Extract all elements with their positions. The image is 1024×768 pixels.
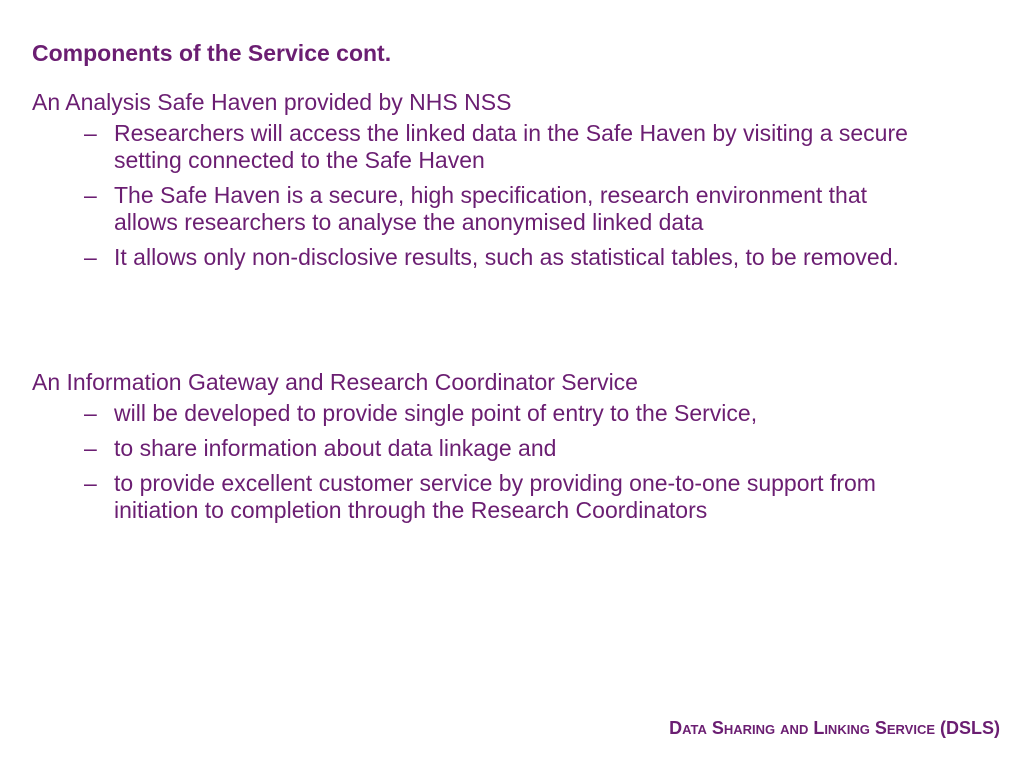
bullet-item <box>32 182 934 236</box>
bullet-dash: – <box>84 435 97 461</box>
bullet-dash: – <box>84 120 97 146</box>
section-heading: An Information Gateway and Research Coordinator Service <box>32 369 638 395</box>
bullet-list <box>32 400 932 524</box>
bullet-dash: – <box>84 244 97 270</box>
bullet-text: will be developed to provide single point of entry to the Service, <box>114 400 758 426</box>
bullet-text: It allows only non-disclosive results, such as statistical tables, to be removed. <box>114 244 899 270</box>
bullet-item <box>32 244 934 271</box>
bullet-text: Researchers will access the linked data in the Safe Haven by visiting a secure setting connected to the Safe Haven <box>114 120 908 173</box>
bullet-item <box>32 435 934 462</box>
bullet-dash: – <box>84 400 97 426</box>
bullet-dash: – <box>84 182 97 208</box>
section-information-gateway <box>32 368 932 532</box>
section-heading: An Analysis Safe Haven provided by NHS NSS <box>32 89 512 115</box>
bullet-text: to provide excellent customer service by providing one-to-one support from initiation to completion through the Research Coordinators <box>114 470 876 523</box>
bullet-text: The Safe Haven is a secure, high specification, research environment that allows researchers to analyse the anonymised linked data <box>114 182 868 235</box>
bullet-text: to share information about data linkage and <box>114 435 557 461</box>
bullet-item <box>32 470 934 524</box>
bullet-item <box>32 120 934 174</box>
bullet-item <box>32 400 934 427</box>
bullet-list <box>32 120 932 271</box>
bullet-dash: – <box>84 470 97 496</box>
section-safe-haven <box>32 88 932 279</box>
slide-title: Components of the Service cont. <box>32 40 392 66</box>
footer-title: Data Sharing and Linking Service (DSLS) <box>669 718 1000 738</box>
